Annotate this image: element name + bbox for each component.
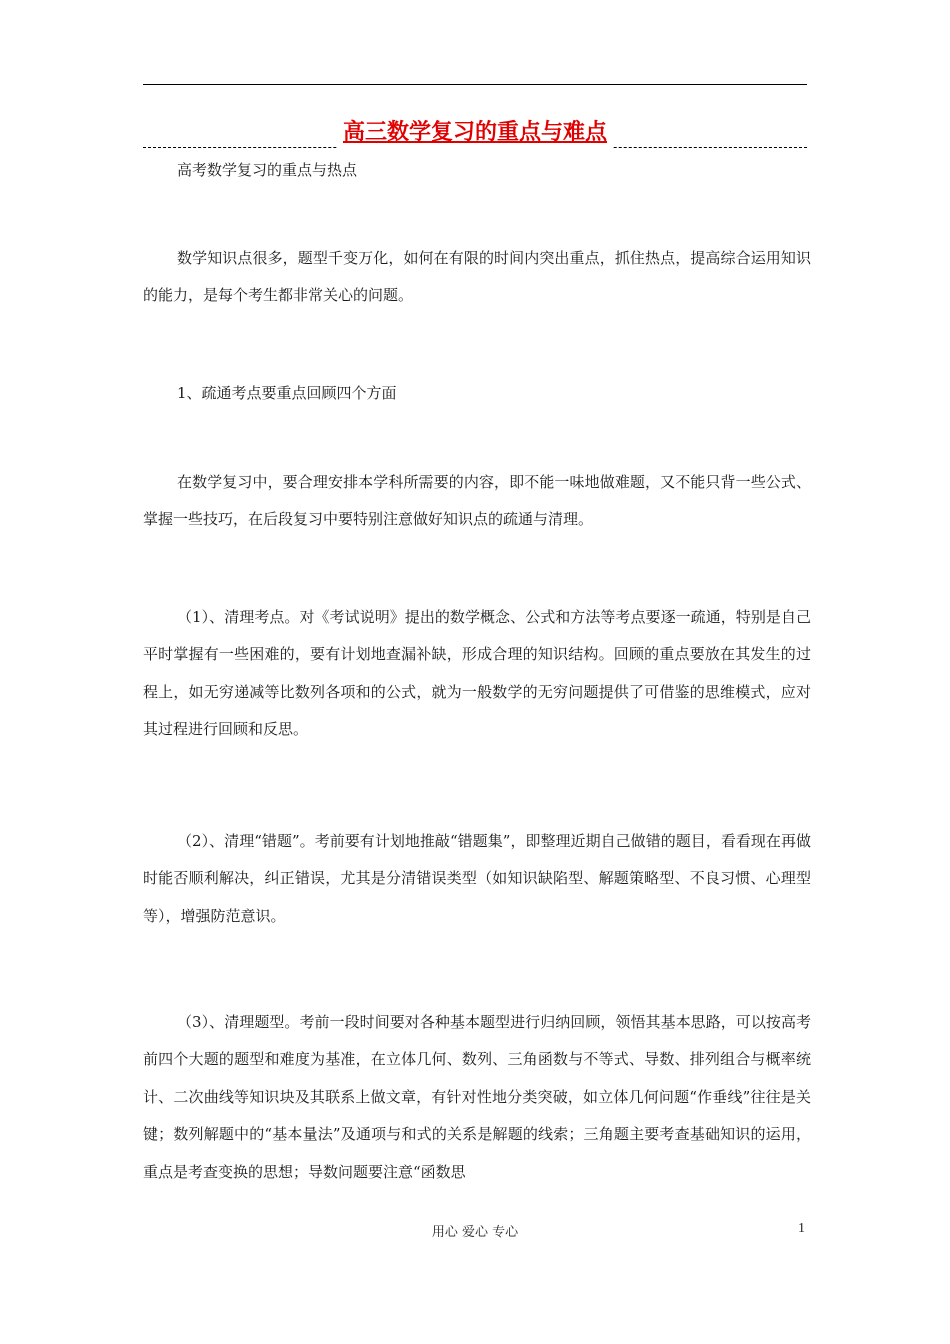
paragraph-intro: 数学知识点很多，题型千变万化，如何在有限的时间内突出重点，抓住热点，提高综合运用知识的能力，是每个考生都非常关心的问题。 [143,249,811,305]
paragraph-item-3: （3）、清理题型。考前一段时间要对各种基本题型进行归纳回顾，领悟其基本思路，可以按高考前四个大题的题型和难度为基准，在立体几何、数列、三角函数与不等式、导数、排列组合与概率统计、二次曲线等知识块及其联系上做文章，有针对性地分类突破，如立体几何问题“作垂线”往往是关键；数列解题中的“基本量法”及通项与和式的关系是解题的线索；三角题主要考查基础知识的运用，重点是考查变换的思想；导数问题要注意“函数思 [143,1013,811,1181]
section-heading-1: 1、疏通考点要重点回顾四个方面 [177,384,397,402]
header-rule [143,84,807,85]
paragraph-item-2: （2）、清理“错题”。考前要有计划地推敲“错题集”，即整理近期自己做错的题目，看看现在再做时能否顺利解决，纠正错误，尤其是分清错误类型（如知识缺陷型、解题策略型、不良习惯、心理型等），增强防范意识。 [143,832,811,925]
paragraph-review: 在数学复习中，要合理安排本学科所需要的内容，即不能一味地做难题，又不能只背一些公式、掌握一些技巧，在后段复习中要特别注意做好知识点的疏通与清理。 [143,473,811,529]
title-container [143,118,807,148]
document-title: 高三数学复习的重点与难点 [337,118,613,148]
footer-motto: 用心 爱心 专心 [431,1225,519,1240]
page-number: 1 [798,1221,805,1236]
paragraph-item-1: （1）、清理考点。对《考试说明》提出的数学概念、公式和方法等考点要逐一疏通，特别是自己平时掌握有一些困难的，要有计划地查漏补缺，形成合理的知识结构。回顾的重点要放在其发生的过程上，如无穷递减等比数列各项和的公式，就为一般数学的无穷问题提供了可借鉴的思维模式，应对其过程进行回顾和反思。 [143,608,811,739]
document-subtitle: 高考数学复习的重点与热点 [177,161,358,179]
